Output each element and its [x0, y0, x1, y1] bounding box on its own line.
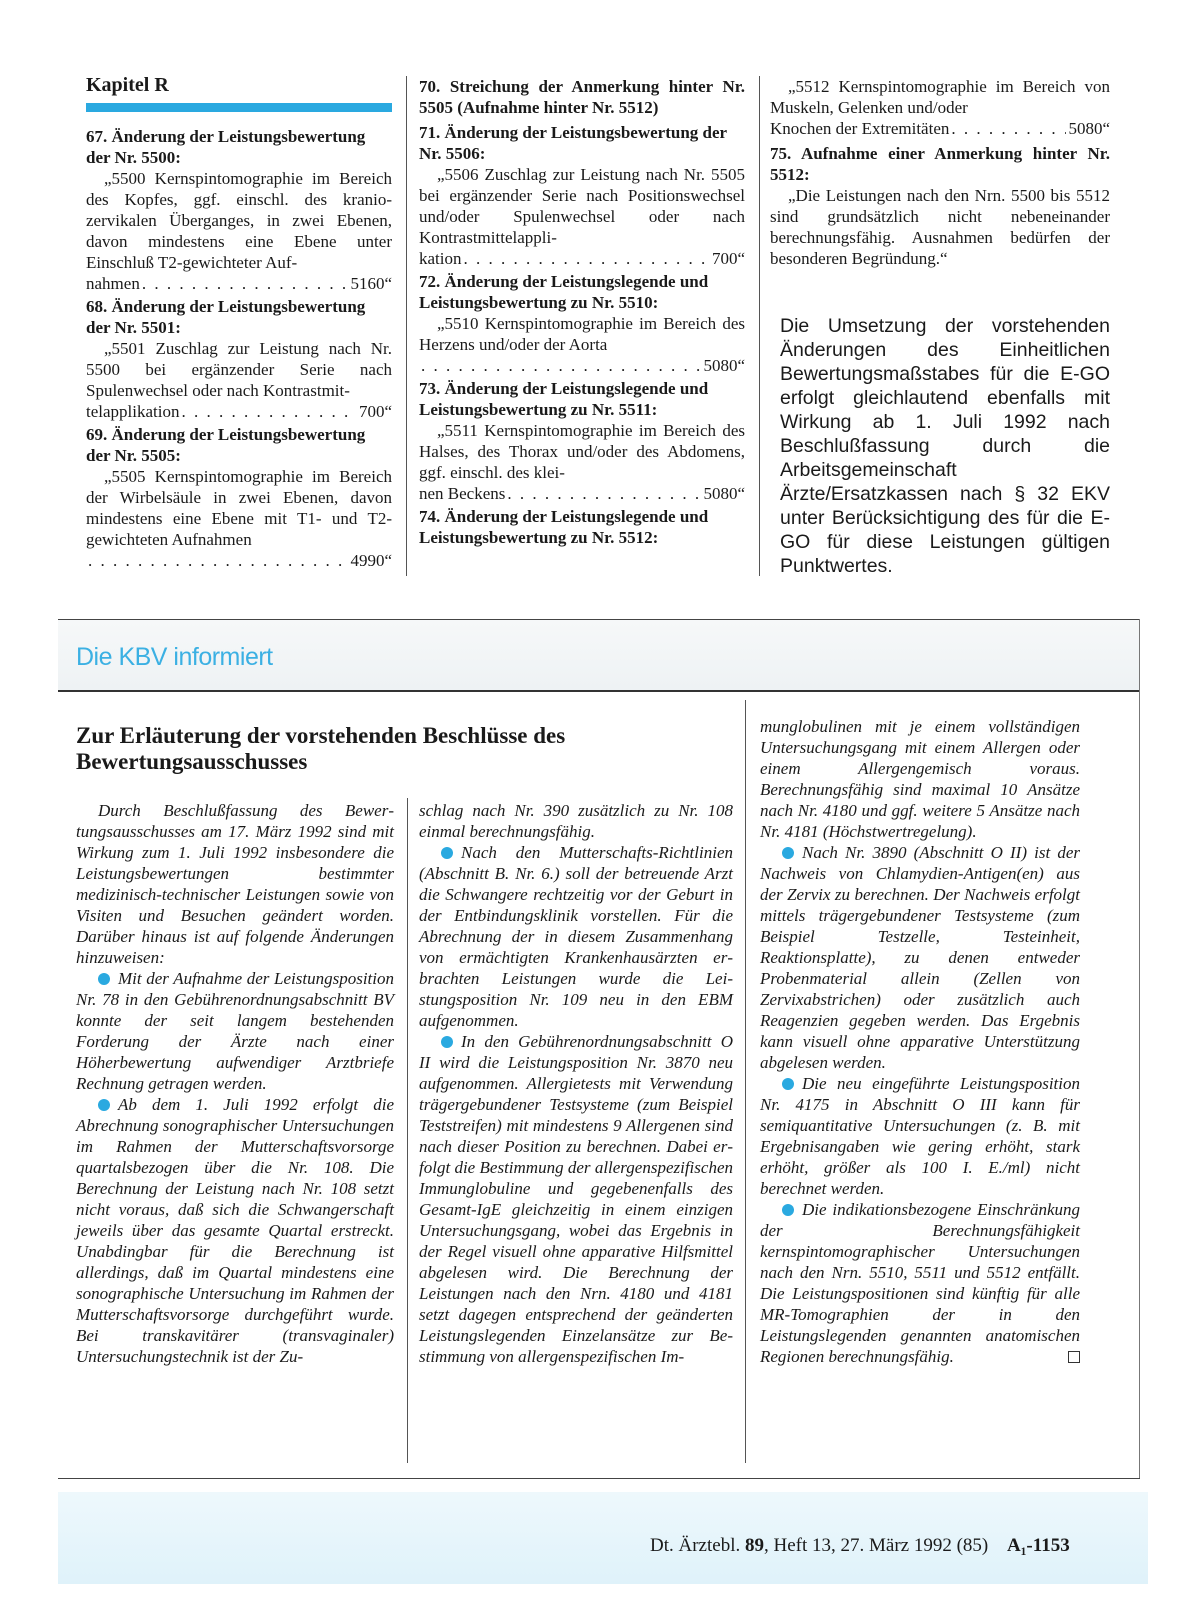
bullet-icon — [782, 847, 794, 859]
end-of-article-icon — [1068, 1351, 1080, 1363]
article-bullet-paragraph: Die neu eingeführte Leistungsposition Nr. 4175 in Abschnitt O III kann für semiquantitative Untersuchungen (z. B. mit Ergebnisangaben wie gering erhöht, stark erhöht, größer als 100 I. E./ml) nicht berechnet werden. — [760, 1074, 1080, 1198]
amendments-column-1 — [86, 126, 392, 571]
article-column-2 — [419, 800, 733, 1367]
article-paragraph: schlag nach Nr. 390 zusätzlich zu Nr. 108 einmal berechnungsfähig. — [419, 801, 733, 841]
amendment-text-69: „5505 Kernspintomographie im Bereich der Wirbelsäule in zwei Ebenen, davon mindestens eine Ebene mit T1- und T2-gewichteten Aufnahmen — [86, 467, 392, 549]
amendments-column-2 — [419, 76, 745, 548]
amendment-heading-74: 74. Änderung der Leistungslegende und Leistungsbewertung zu Nr. 5512: — [419, 507, 709, 547]
article-bullet-paragraph: Ab dem 1. Juli 1992 erfolgt die Abrechnung sonographischer Untersuchungen im Rahmen der Mutterschaftsvorsorge quartalsbezogen über die Nr. 108. Die Berechnung der Leistung nach Nr. 108 setzt nicht voraus, daß sich die Schwangerschaft jeweils über das gesamte Quartal erstreckt. Unabdingbar für die Berechnung ist allerdings, daß im Quartal mindestens eine sonographische Untersuchung im Rahmen der Mutterschaftsvorsorge durchgeführt wurde. Bei transkavitärer (transvaginaler) Untersuchungstechnik ist der Zu- — [76, 1095, 394, 1366]
article-bottom-rule — [58, 1478, 1140, 1479]
amendment-text-68: „5501 Zuschlag zur Leistung nach Nr. 5500 bei ergänzender Serie nach Spulenwechsel oder nach Kontrastmit- — [86, 339, 392, 400]
amendment-heading-69: 69. Änderung der Leistungsbewertung der Nr. 5505: — [86, 425, 366, 465]
amendment-heading-67: 67. Änderung der Leistungsbewertung der Nr. 5500: — [86, 127, 366, 167]
chapter-accent-bar — [86, 103, 392, 112]
points-value: 700“ — [711, 249, 745, 268]
column-divider — [759, 76, 760, 576]
amendment-text-75: „Die Leistungen nach den Nrn. 5500 bis 5512 sind grundsätzlich nicht nebeneinander berechnungsfähig. Ausnahmen bedürfen der besonderen Begründung.“ — [770, 186, 1110, 268]
amendment-value-line-72 — [419, 355, 745, 376]
amendment-value-line-68: telapplikation . . . 700“ — [86, 401, 392, 422]
amendment-value-line-67: nahmen . . . 5160“ — [86, 273, 392, 294]
points-value: 5160“ — [350, 274, 392, 293]
article-column-3 — [760, 716, 1080, 1367]
article-title: Zur Erläuterung der vorstehenden Beschlüsse des Bewertungsausschusses — [76, 723, 566, 774]
page-footer — [650, 1535, 1070, 1557]
points-value: 700“ — [358, 402, 392, 421]
points-value: 5080“ — [703, 484, 745, 503]
banner-title: Die KBV informiert — [76, 643, 273, 671]
points-value: 5080“ — [703, 356, 745, 375]
column-divider — [745, 700, 746, 1463]
closing-statement: Die Umsetzung der vorstehenden Änderungen des Einheitlichen Bewertungsmaßstabes für die E-GO erfolgt gleichlautend ebenfalls mit Wirkung ab 1. Juli 1992 nach Beschlußfassung durch die Arbeitsgemeinschaft Ärzte/Ersatzkassen nach § 32 EKV unter Berücksichtigung des für die E-GO für diese Leistungen gültigen Punktwertes. — [780, 315, 1110, 577]
issue-info: , Heft 13, 27. März 1992 (85) — [763, 1535, 989, 1556]
amendment-text-72: „5510 Kernspintomographie im Bereich des Herzens und/oder der Aorta — [419, 314, 745, 354]
amendment-heading-75: 75. Aufnahme einer Anmerkung hinter Nr. 5512: — [770, 144, 1110, 184]
amendment-heading-71: 71. Änderung der Leistungsbewertung der Nr. 5506: — [419, 123, 727, 163]
article-paragraph: Durch Beschlußfassung des Bewertungsausschusses am 17. März 1992 sind mit Wirkung zum 1. Juli 1992 insbesondere die Leistungsbewertungen bestimmter medizinisch-technischer Leistungen sowie von Visiten und Besuchen geändert worden. Darüber hinaus ist auf folgende Änderungen hinzuweisen: — [76, 801, 394, 967]
amendment-text-74: „5512 Kernspintomographie im Bereich von Muskeln, Gelenken und/oder — [770, 77, 1110, 117]
amendment-heading-72: 72. Änderung der Leistungslegende und Leistungsbewertung zu Nr. 5510: — [419, 272, 709, 312]
column-divider — [406, 76, 407, 576]
journal-name: Dt. Ärztebl. — [650, 1535, 741, 1556]
bullet-icon — [782, 1078, 794, 1090]
amendment-text-73: „5511 Kernspintomographie im Bereich des Halses, des Thorax und/oder des Abdomens, ggf. einschl. des klei- — [419, 421, 745, 482]
article-bullet-paragraph: Nach den Mutterschafts-Richtlinien (Abschnitt B. Nr. 6.) soll der betreuende Arzt die Schwangere rechtzeitig vor der Geburt in der Entbindungsklinik vorstellen. Für die Abrechnung der in diesem Zusammenhang von ermächtigten Krankenhausärzten erbrachten Leistungen wurde die Leistungsposition Nr. 109 neu in den EBM aufgenommen. — [419, 843, 733, 1030]
amendment-heading-70: 70. Streichung der Anmerkung hinter Nr. 5505 (Aufnahme hinter Nr. 5512) — [419, 77, 745, 117]
article-column-1 — [76, 800, 394, 1367]
amendment-text-67: „5500 Kernspintomographie im Bereich des Kopfes, ggf. einschl. des kranio-zervikalen Überganges, in zwei Ebenen, davon mindestens eine Ebene unter Einschluß T2-gewichteter Auf- — [86, 169, 392, 272]
amendment-value-line-69 — [86, 550, 392, 571]
page-number: A₁-1153 — [1007, 1535, 1070, 1556]
bullet-icon — [441, 1036, 453, 1048]
column-divider — [407, 798, 408, 1463]
banner-bottom-rule — [58, 690, 1140, 692]
amendment-heading-73: 73. Änderung der Leistungslegende und Leistungsbewertung zu Nr. 5511: — [419, 379, 709, 419]
chapter-heading: Kapitel R — [86, 74, 169, 96]
article-bullet-paragraph: Nach Nr. 3890 (Abschnitt O II) ist der Nachweis von Chlamydien-Antigen(en) aus der Zervix zu berechnen. Der Nachweis erfolgt mittels trägergebundener Testsysteme (zum Beispiel Testzelle, Testeinheit, Reaktionsplatte), zu denen entweder Probenmaterial allein (Zellen von Zervixabstrichen) oder zusätzlich auch Reagenzien gegeben werden. Das Ergebnis kann visuell ohne apparative Unterstützung abgelesen werden. — [760, 843, 1080, 1072]
bullet-icon — [782, 1204, 794, 1216]
amendment-text-71: „5506 Zuschlag zur Leistung nach Nr. 5505 bei ergänzender Serie nach Positionswechsel und/oder Spulenwechsel oder nach Kontrastmittelappli- — [419, 165, 745, 247]
amendment-value-line-71: kation . . . 700“ — [419, 248, 745, 269]
bullet-icon — [98, 1099, 110, 1111]
article-bullet-paragraph: In den Gebührenordnungsabschnitt O II wird die Leistungsposition Nr. 3870 neu aufgenommen. Allergietests mit Verwendung trägergebundener Testsysteme (zum Beispiel Teststreifen) mit mindestens 9 Allergenen sind nach dieser Position zu berechnen. Dabei erfolgt die Bestimmung der allergenspezifischen Immunglobuline und gegebenenfalls des Gesamt-IgE gleichzeitig in einem einzigen Untersuchungsgang, wobei das Ergebnis in der Regel visuell ohne apparative Hilfsmittel abgelesen wird. Die Berechnung der Leistungen nach den Nrn. 4180 und 4181 setzt dagegen entsprechend der geänderten Leistungslegenden Einzelansätze zur Bestimmung von allergenspezifischen Im- — [419, 1032, 733, 1366]
amendment-value-line-74: Knochen der Extremitäten . . . 5080“ — [770, 118, 1110, 139]
bullet-icon — [441, 847, 453, 859]
amendments-column-3 — [770, 76, 1110, 269]
bullet-icon — [98, 973, 110, 985]
points-value: 4990“ — [350, 551, 392, 570]
article-bullet-paragraph: Die indikationsbezogene Einschränkung der Berechnungsfähigkeit kernspintomographischer Untersuchungen nach den Nrn. 5510, 5511 und 5512 entfällt. Die Leistungspositionen sind künftig für alle MR-Tomographien der in den Leistungslegenden genannten anatomischen Regionen berechnungsfähig. — [760, 1200, 1080, 1366]
article-paragraph: munglobulinen mit je einem vollständigen Untersuchungsgang mit einem Allergen oder einem Allergengemisch voraus. Berechnungsfähig sind maximal 10 Ansätze nach Nr. 4180 und ggf. weitere 5 Ansätze nach Nr. 4181 (Höchstwertregelung). — [760, 717, 1080, 841]
frame-right-edge — [1139, 619, 1140, 1479]
points-value: 5080“ — [1068, 119, 1110, 138]
amendment-heading-68: 68. Änderung der Leistungsbewertung der Nr. 5501: — [86, 297, 366, 337]
amendment-value-line-73: nen Beckens . . . 5080“ — [419, 483, 745, 504]
article-bullet-paragraph: Mit der Aufnahme der Leistungsposition Nr. 78 in den Gebührenordnungsabschnitt BV konnte der seit langem bestehenden Forderung der Ärzte nach einer Höherbewertung aufwendiger Arztbriefe Rechnung getragen werden. — [76, 969, 394, 1093]
volume-number: 89 — [744, 1535, 764, 1556]
